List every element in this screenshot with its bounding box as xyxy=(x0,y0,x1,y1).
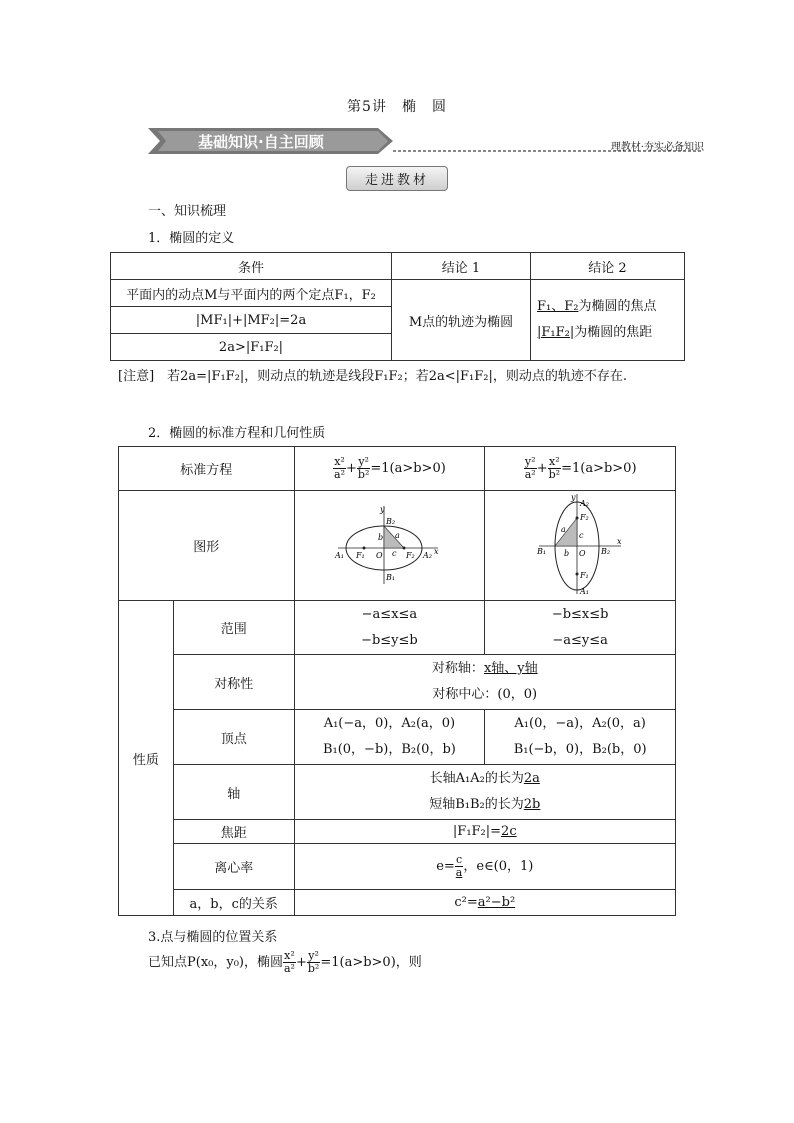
relation-prefix: c²= xyxy=(454,895,478,910)
eq2-den2: b² xyxy=(548,468,561,481)
eccentricity-label: 离心率 xyxy=(173,844,294,890)
symmetry-label: 对称性 xyxy=(173,655,294,710)
page-title: 第5讲 椭 圆 xyxy=(347,99,447,115)
last-prefix: 已知点P(x₀，y₀)，椭圆 xyxy=(148,955,283,970)
range-vertical xyxy=(485,601,676,655)
conclusion-2 xyxy=(531,280,685,361)
range-h-x: −a≤x≤a xyxy=(361,606,418,622)
range-v-x: −b≤x≤b xyxy=(551,606,609,622)
focal-prefix: |F₁F₂|= xyxy=(452,824,502,839)
header-conclusion-1: 结论 1 xyxy=(392,253,531,280)
range-label: 范围 xyxy=(173,601,294,655)
eq1-den1: a² xyxy=(334,468,345,481)
focal-length-text: 为椭圆的焦距 xyxy=(574,325,653,340)
vertex-label: 顶点 xyxy=(173,710,294,765)
header-condition: 条件 xyxy=(111,253,392,280)
figure-vertical-cell xyxy=(485,491,676,601)
fig2-b-label: b xyxy=(564,548,570,558)
vertex-h-a: A₁(−a，0)，A₂(a，0) xyxy=(323,716,456,731)
header-conclusion-2: 结论 2 xyxy=(531,253,685,280)
eq2-tail: =1(a>b>0) xyxy=(561,461,637,476)
banner-right-text: 理教材·夯实必备知识 xyxy=(610,142,704,153)
condition-3: 2a>|F₁F₂| xyxy=(111,334,392,361)
note-text: [注意] 若2a=|F₁F₂|，则动点的轨迹是线段F₁F₂；若2a<|F₁F₂|，则动点的轨迹不存在. xyxy=(118,369,628,384)
vertex-horizontal xyxy=(294,710,485,765)
eq1-tail: =1(a>b>0) xyxy=(370,461,446,476)
eq-vertical: $\frac{\text{y²}}{\text{a²}}$ + $\frac{\text{x²}}{\text{b²}}$ =1(a>b>0) xyxy=(485,447,676,491)
section-tag-wrap xyxy=(0,166,794,191)
banner-left-text: 基础知识·自主回顾 xyxy=(198,133,324,151)
range-horizontal xyxy=(294,601,485,655)
eq2-num2: x² xyxy=(549,455,560,468)
fig2-f2-label: F₂ xyxy=(580,512,589,522)
point-ellipse-text: 已知点P(x₀，y₀)，椭圆 $\frac{\text{x²}}{\text{a²}}$ + $\frac{\text{y²}}{\text{b²}}$ =1(a>b>0)，则 xyxy=(148,949,422,975)
eq1-num1: x² xyxy=(334,455,345,468)
last-tail: =1(a>b>0)，则 xyxy=(320,955,422,970)
fig2-a2-label: A₂ xyxy=(580,498,590,508)
long-axis-value: 2a xyxy=(523,771,540,786)
conclusion-1: M点的轨迹为椭圆 xyxy=(392,280,531,361)
long-axis-prefix: 长轴A₁A₂的长为 xyxy=(429,771,524,786)
ecc-den: a xyxy=(455,866,463,879)
fig1-f1-label: F₁ xyxy=(356,550,366,560)
focal-label: 焦距 xyxy=(173,820,294,844)
fig2-a-label: a xyxy=(561,524,566,534)
fig1-x-label: x xyxy=(434,546,439,556)
fig2-x-label: x xyxy=(617,536,622,546)
sym-center: 对称中心：(0，0) xyxy=(432,687,538,702)
fig2-y-label: y xyxy=(571,492,576,502)
fig1-y-label: y xyxy=(380,504,385,514)
vertical-ellipse-figure xyxy=(535,492,625,596)
properties-label: 性质 xyxy=(119,601,174,916)
eq-horizontal: $\frac{\text{x²}}{\text{a²}}$ + $\frac{\text{y²}}{\text{b²}}$ =1(a>b>0) xyxy=(294,447,485,491)
std-eq-label: 标准方程 xyxy=(119,447,295,491)
fig2-f1-label: F₁ xyxy=(580,570,589,580)
fig1-f2-label: F₂ xyxy=(406,550,416,560)
fig2-a1-label: A₁ xyxy=(580,586,590,596)
fig1-b1-label: B₁ xyxy=(386,572,396,582)
last-den1: a² xyxy=(284,962,295,975)
heading-definition: 1．椭圆的定义 xyxy=(148,231,235,246)
fig1-a-label: a xyxy=(395,530,401,540)
axis-value xyxy=(294,765,675,820)
focal-underlined: 2c xyxy=(501,824,517,839)
ecc-tail: ，e∈(0，1) xyxy=(463,859,534,874)
foci-term: F₁、F₂ xyxy=(537,299,579,314)
eccentricity-value xyxy=(294,844,675,890)
short-axis-prefix: 短轴B₁B₂的长为 xyxy=(429,797,524,812)
definition-table xyxy=(110,252,685,361)
eq2-num1: y² xyxy=(524,455,536,468)
last-den2: b² xyxy=(307,962,320,975)
condition-1: 平面内的动点M与平面内的两个定点F₁，F₂ xyxy=(111,280,392,307)
short-axis-value: 2b xyxy=(523,797,541,812)
focal-length-term: |F₁F₂| xyxy=(537,325,575,340)
ecc-num: c xyxy=(455,853,463,866)
figure-label: 图形 xyxy=(119,491,295,601)
relation-underlined: a²−b² xyxy=(477,895,516,910)
focal-value xyxy=(294,820,675,844)
fig1-a2-label: A₂ xyxy=(423,550,433,560)
vertex-h-b: B₁(0，−b)，B₂(0，b) xyxy=(322,742,456,757)
section-tag: 走进教材 xyxy=(346,166,448,191)
fig1-a1-label: A₁ xyxy=(335,550,345,560)
vertex-v-a: A₁(0，−a)，A₂(0，a) xyxy=(514,716,646,731)
fig1-b-label: b xyxy=(378,532,384,542)
fig1-b2-label: B₂ xyxy=(386,516,396,526)
heading-knowledge: 一、知识梳理 xyxy=(148,204,227,219)
properties-table xyxy=(118,446,676,916)
last-num2: y² xyxy=(308,949,319,962)
eq2-den1: a² xyxy=(524,468,536,481)
horizontal-ellipse-figure xyxy=(334,502,444,586)
vertex-vertical xyxy=(485,710,676,765)
ecc-prefix: e= xyxy=(436,859,455,874)
relation-label: a，b，c的关系 xyxy=(173,890,294,916)
heading-standard-equation: 2．椭圆的标准方程和几何性质 xyxy=(148,426,326,441)
symmetry-value xyxy=(294,655,675,710)
fig2-b2-label: B₂ xyxy=(601,546,611,556)
fig1-origin-label: O xyxy=(376,550,383,560)
foci-text: 为椭圆的焦点 xyxy=(578,299,657,314)
eq1-num2: y² xyxy=(358,455,369,468)
range-h-y: −b≤y≤b xyxy=(361,632,418,648)
relation-value xyxy=(294,890,675,916)
figure-horizontal-cell xyxy=(294,491,485,601)
eq1-den2: b² xyxy=(357,468,370,481)
sym-axis-prefix: 对称轴： xyxy=(431,661,484,676)
fig2-b1-label: B₁ xyxy=(537,546,547,556)
condition-2: |MF₁|+|MF₂|=2a xyxy=(111,307,392,334)
sym-axis-value: x轴、y轴 xyxy=(483,661,538,676)
last-num1: x² xyxy=(284,949,295,962)
heading-point-position: 3.点与椭圆的位置关系 xyxy=(148,930,278,945)
fig1-c-label: c xyxy=(392,548,397,558)
fig2-c-label: c xyxy=(579,530,584,540)
range-v-y: −a≤y≤a xyxy=(552,632,608,648)
axis-label: 轴 xyxy=(173,765,294,820)
vertex-v-b: B₁(−b，0)，B₂(b，0) xyxy=(513,742,647,757)
fig2-origin-label: O xyxy=(579,548,586,558)
